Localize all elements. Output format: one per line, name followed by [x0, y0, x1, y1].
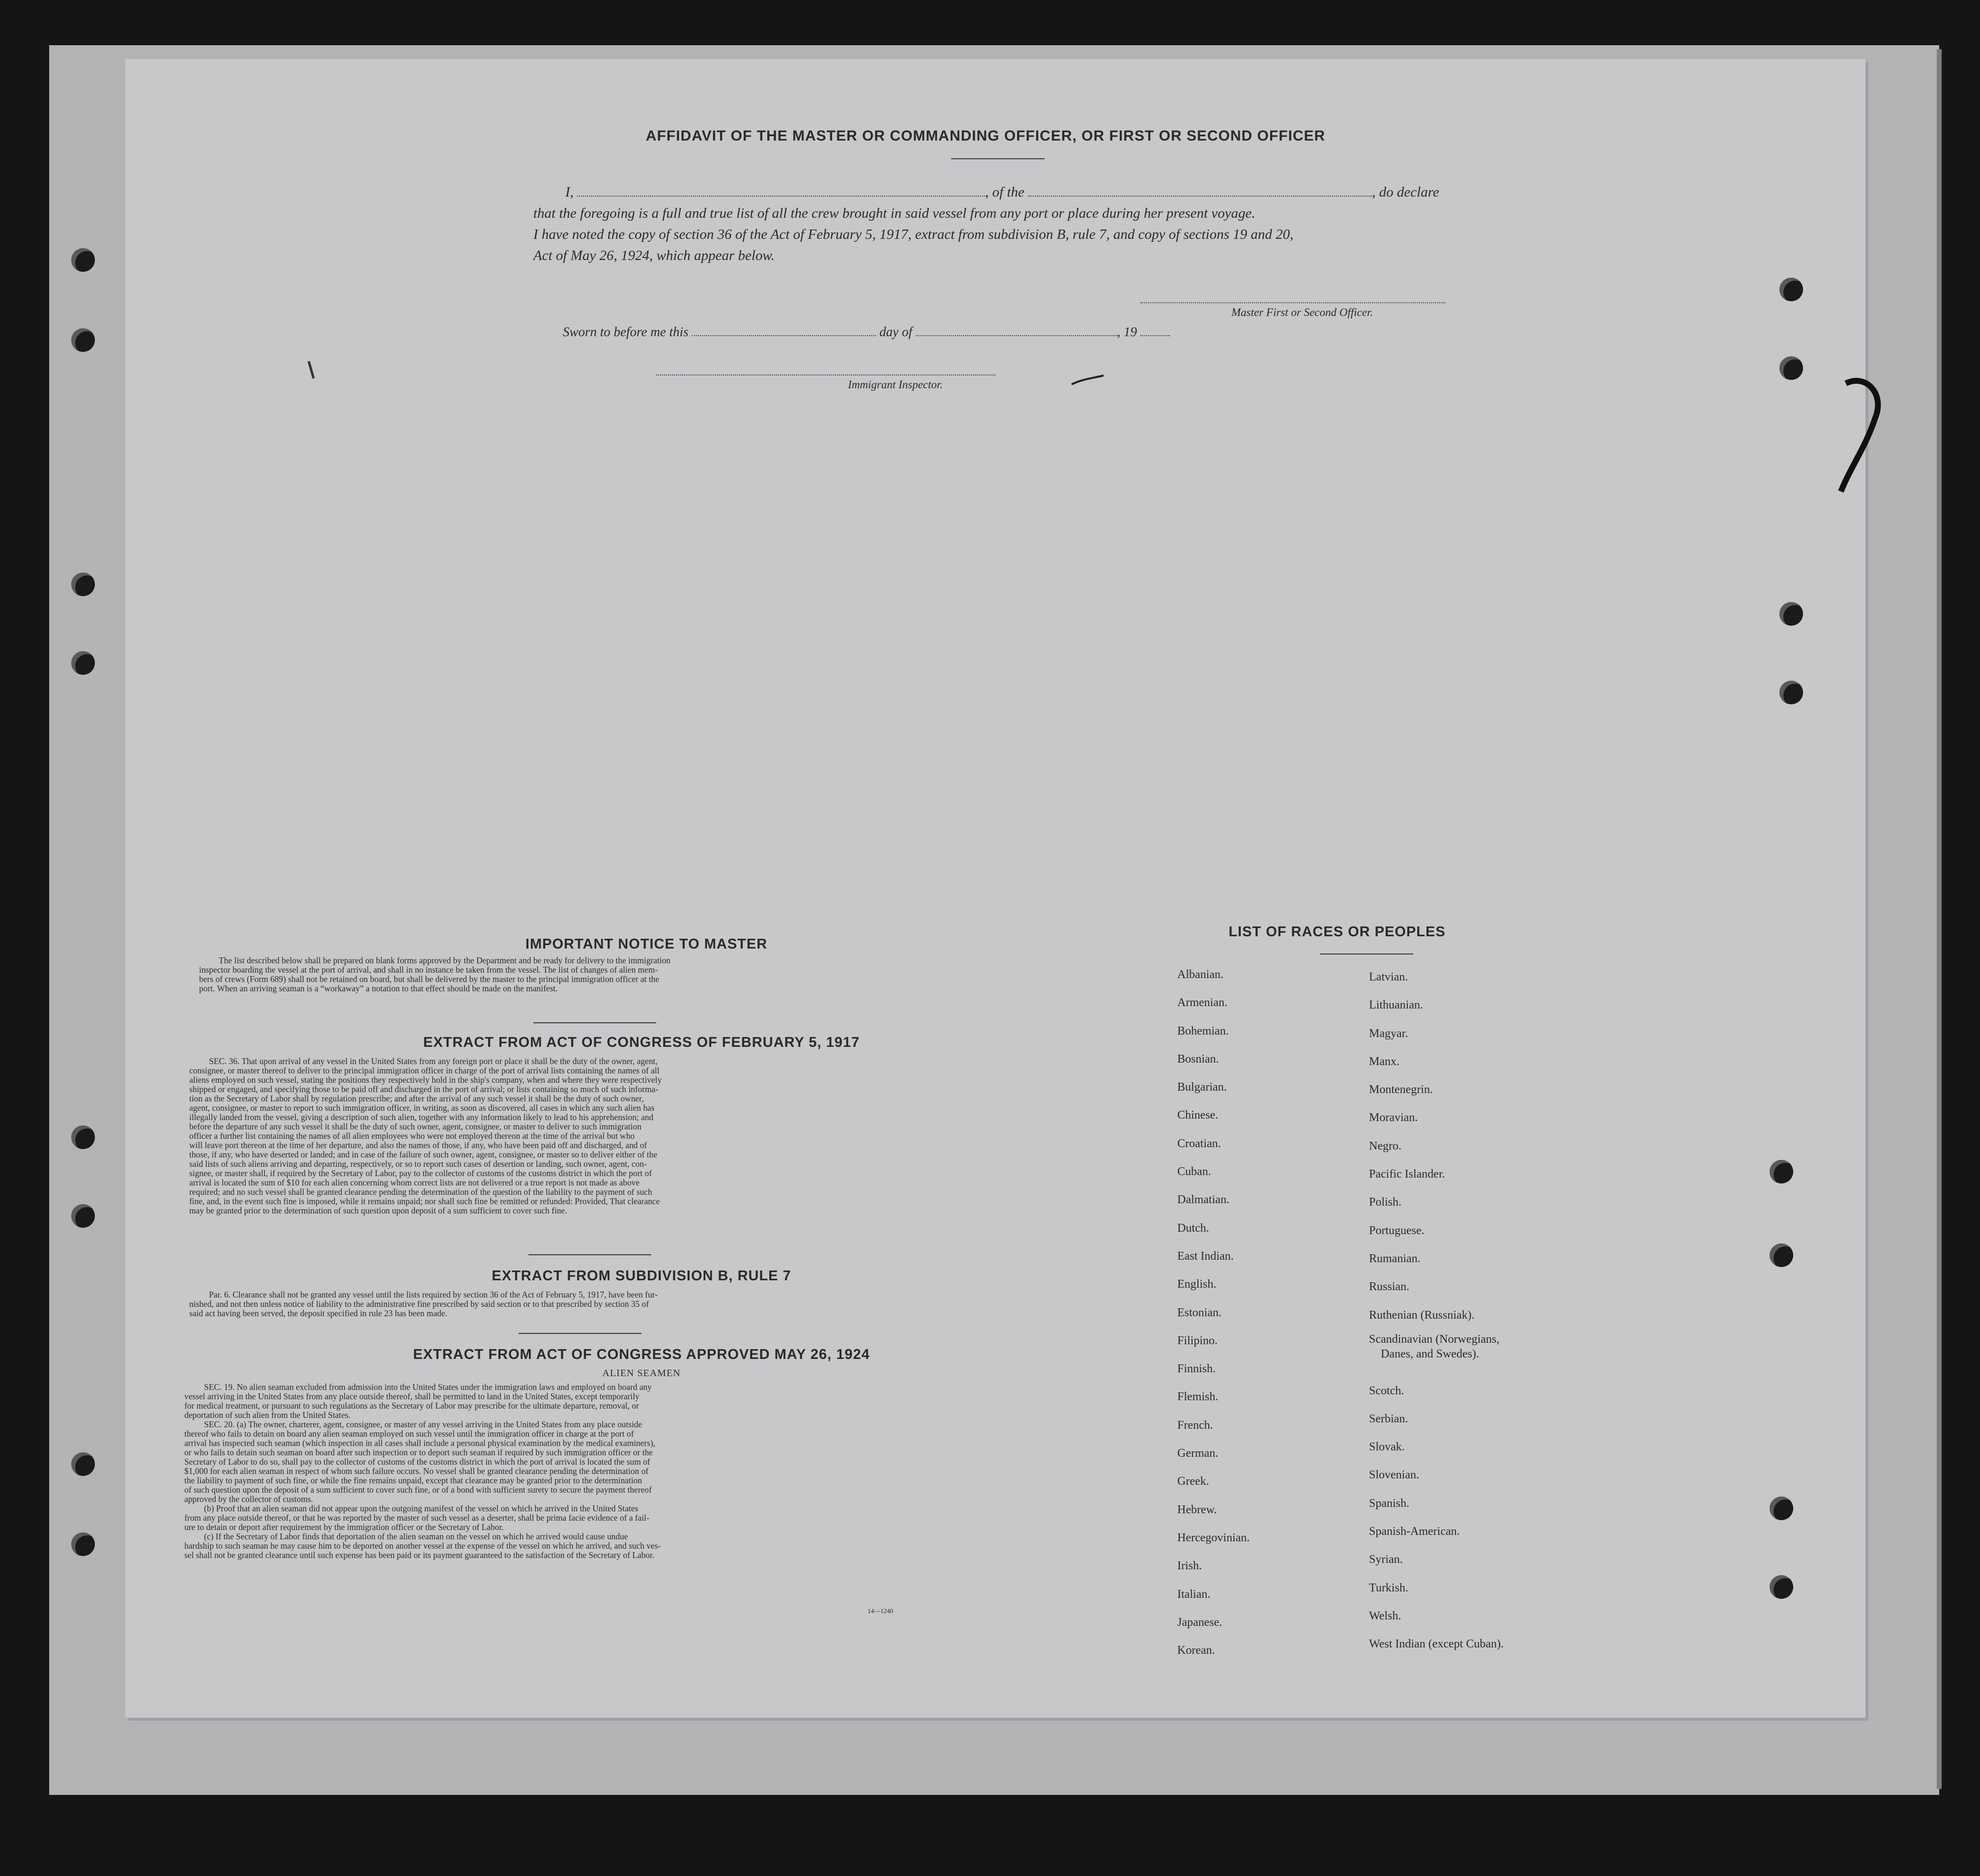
race-item: Latvian. [1369, 971, 1408, 983]
race-item: Bosnian. [1177, 1052, 1219, 1066]
extract-1917-line: officer a further list containing the names of all alien employees who were not employed thereon at the time of the arrival but who [189, 1131, 635, 1141]
extract-1917-text [189, 1057, 988, 1215]
race-item: East Indian. [1177, 1249, 1234, 1263]
notice-title: IMPORTANT NOTICE TO MASTER [525, 936, 768, 952]
punch-hole [1779, 681, 1803, 704]
punch-hole [71, 1452, 95, 1476]
extract-1924-line: vessel arriving in the United States from any place outside thereof, shall be permitted to land in the United States, except temporarily [184, 1391, 640, 1401]
race-item: Filipino. [1177, 1334, 1218, 1347]
race-item: Syrian. [1369, 1553, 1403, 1566]
sworn-day-blank [692, 324, 876, 336]
sworn-year-blank [1140, 324, 1170, 336]
extract-1924-title: EXTRACT FROM ACT OF CONGRESS APPROVED MAY 26, 1924 [413, 1347, 870, 1362]
extract-1924-line: thereof who fails to detain on board any alien seaman employed on such vessel until the immigration officer in charge at the port of [184, 1429, 634, 1439]
affidavit-i: I, [565, 184, 574, 200]
extract-1924-line: arrival has inspected such seaman (which inspection in all cases shall include a personal physical examination by the medical examiners), [184, 1438, 656, 1448]
race-item: Spanish. [1369, 1497, 1410, 1510]
race-item: Slovak. [1369, 1441, 1405, 1454]
race-item: Russian. [1369, 1280, 1410, 1294]
extract-1924-line: deportation of such alien from the United States. [184, 1410, 351, 1420]
extract-1924-line: SEC. 19. No alien seaman excluded from admission into the United States under the immigration laws and employed on board any [204, 1382, 652, 1392]
race-item: Greek. [1177, 1475, 1209, 1488]
affidavit-of-the: , of the [985, 184, 1024, 200]
form-number: 14—1240 [868, 1607, 893, 1615]
extract-1924-line: (b) Proof that an alien seaman did not appear upon the outgoing manifest of the vessel on which he arrived in the United States [204, 1503, 639, 1513]
punch-hole [1770, 1243, 1793, 1267]
pencil-mark [1069, 374, 1108, 388]
race-item: Chinese. [1177, 1109, 1219, 1122]
race-item: Portuguese. [1369, 1224, 1425, 1237]
punch-hole [71, 328, 95, 352]
affidavit-line-3: I have noted the copy of section 36 of the Act of February 5, 1917, extract from subdivision B, rule 7, and copy of sections 19 and 20, [533, 227, 1294, 242]
race-item: West Indian (except Cuban). [1369, 1638, 1504, 1651]
extract-1917-line: shipped or engaged, and specifying those to be paid off and discharged in the port of arrival; or lists containing so much of such informa- [189, 1084, 659, 1094]
extract-1924-line: or who fails to detain such seaman on board after such inspection or to deport such seaman if required by such immigration officer or the [184, 1447, 653, 1457]
affidavit-line-4: Act of May 26, 1924, which appear below. [533, 248, 775, 263]
extract-1924-line: Secretary of Labor to do so, shall pay to the collector of customs of the customs district in which the port of arrival is located the sum of [184, 1457, 650, 1467]
race-item: Finnish. [1177, 1362, 1216, 1376]
race-item: Negro. [1369, 1139, 1401, 1153]
vessel-blank [1028, 185, 1372, 197]
section-rule [519, 1333, 641, 1334]
extract-1917-line: those, if any, who have deserted or landed; and in case of the failure of such owner, agent, consignee, or master so to deliver either of the [189, 1150, 657, 1159]
section-rule [533, 1022, 656, 1023]
race-item: Bohemian. [1177, 1024, 1229, 1038]
extract-1917-line: aliens employed on such vessel, stating the positions they respectively hold in the ship's company, when and where they were respectively [189, 1075, 662, 1085]
race-item: Hercegovinian. [1177, 1531, 1250, 1544]
race-item: Serbian. [1369, 1412, 1408, 1425]
extract-1917-line: agent, consignee, or master to report to such immigration officer, in writing, as soon as discovered, all cases in which any such alien has [189, 1103, 655, 1113]
extract-1917-line: consignee, or master thereof to deliver to the principal immigration officer in charge of the port of arrival lists containing the names of all [189, 1066, 660, 1075]
race-item: Italian. [1177, 1587, 1211, 1601]
name-blank [577, 185, 985, 197]
notice-line: inspector boarding the vessel at the port of arrival, and shall in no instance be taken from the vessel. The list of changes of alien mem- [199, 965, 658, 975]
race-item: Korean. [1177, 1644, 1215, 1657]
race-item: Ruthenian (Russniak). [1369, 1308, 1475, 1322]
extract-1917-line: required; and no such vessel shall be granted clearance pending the determination of the question of the liability to the payment of such [189, 1187, 652, 1197]
sworn-prefix: Sworn to before me this [563, 324, 689, 339]
race-item: Polish. [1369, 1196, 1402, 1209]
extract-1924-line: hardship to such seaman he may cause him to be deported on another vessel at the expense of the vessel on which he arrived, and such ves- [184, 1541, 661, 1551]
notice-line: The list described below shall be prepared on blank forms approved by the Department and be ready for delivery to the immigration [219, 955, 670, 965]
race-item: Lithuanian. [1369, 999, 1423, 1012]
affidavit-title: AFFIDAVIT OF THE MASTER OR COMMANDING OFFICER, OR FIRST OR SECOND OFFICER [645, 128, 1326, 144]
extract-1917-line: SEC. 36. That upon arrival of any vessel in the United States from any foreign port or place it shall be the duty of the owner, agent, [209, 1056, 658, 1066]
punch-hole [71, 651, 95, 675]
extract-1924-line: (c) If the Secretary of Labor finds that deportation of the alien seaman on the vessel on which he arrived would cause undue [204, 1531, 628, 1541]
race-item: Moravian. [1369, 1111, 1418, 1125]
extract-1917-line: will leave port thereon at the time of her departure, and also the names of those, if any, who have been paid off and discharged, and of [189, 1140, 647, 1150]
affidavit-line-2: that the foregoing is a full and true list of all the crew brought in said vessel from any port or place during her present voyage. [533, 205, 1255, 221]
race-item: Manx. [1369, 1055, 1399, 1068]
extract-1924-line: sel shall not be granted clearance until such expense has been paid or its payment guaranteed to the satisfaction of the Secretary of Labor. [184, 1550, 655, 1560]
subdivision-b-title: EXTRACT FROM SUBDIVISION B, RULE 7 [492, 1268, 791, 1284]
race-item: Flemish. [1177, 1390, 1219, 1404]
sworn-month-blank [916, 324, 1117, 336]
sworn-day-of: day of [879, 324, 912, 339]
punch-hole [71, 1532, 95, 1556]
race-item: German. [1177, 1447, 1219, 1460]
extract-1917-line: before the departure of any such vessel it shall be the duty of such owner, agent, consignee, or master to deliver to such immigration [189, 1122, 641, 1131]
notice-line: bers of crews (Form 689) shall not be retained on board, but shall be delivered by the master to the principal immigration officer at the [199, 974, 660, 984]
race-item: Bulgarian. [1177, 1081, 1227, 1094]
race-item: Welsh. [1369, 1609, 1401, 1622]
master-signature-line [1140, 302, 1445, 303]
handwritten-mark [1831, 374, 1890, 501]
race-item: French. [1177, 1418, 1213, 1432]
sworn-year: , 19 [1117, 324, 1137, 339]
affidavit-declare: , do declare [1372, 184, 1439, 200]
race-item: Dutch. [1177, 1221, 1209, 1235]
extract-1917-line: fine, and, in the event such fine is imposed, while it remains unpaid; nor shall such fine be remitted or refunded: Provided, That clearance [189, 1196, 660, 1206]
punch-hole [1779, 356, 1803, 380]
affidavit-line-1 [565, 184, 1439, 201]
race-item: Armenian. [1177, 996, 1227, 1010]
pencil-mark [305, 359, 320, 383]
races-left-column [1177, 961, 1250, 1665]
race-item: Rumanian. [1369, 1252, 1421, 1265]
notice-line: port. When an arriving seaman is a “workaway” a notation to that effect should be made on the manifest. [199, 983, 558, 993]
extract-1924-line: the liability to payment of such fine, or while the fine remains unpaid, except that clearance may be granted prior to the determination [184, 1475, 642, 1485]
extract-1924-line: approved by the collector of customs. [184, 1494, 313, 1504]
subdivision-b-text [189, 1290, 988, 1318]
sheet-edge [1937, 49, 1942, 1789]
extract-1924-line: from any place outside thereof, or that he was reported by the master of such vessel as a deserter, shall be prima facie evidence of a fail- [184, 1513, 649, 1523]
race-item: Scotch. [1369, 1384, 1404, 1397]
race-item: Dalmatian. [1177, 1193, 1229, 1207]
notice-text [199, 956, 986, 993]
extract-1924-line: ure to detain or deport after requirement by the immigration officer or the Secretary of Labor. [184, 1522, 504, 1532]
subdivision-b-line: nished, and not then unless notice of liability to the administrative fine prescribed by said section or to that prescribed by section 35 of [189, 1299, 649, 1309]
race-item: Spanish-American. [1369, 1525, 1460, 1538]
extract-1924-subtitle: ALIEN SEAMEN [602, 1368, 681, 1379]
extract-1924-line: $1,000 for each alien seaman in respect of whom such failure occurs. No vessel shall be granted clearance pending the determination of [184, 1466, 649, 1476]
punch-hole [1779, 602, 1803, 626]
extract-1924-line: SEC. 20. (a) The owner, charterer, agent, consignee, or master of any vessel arriving in the United States from any place outside [204, 1419, 642, 1429]
race-item: Danes, and Swedes). [1381, 1347, 1479, 1360]
punch-hole [71, 248, 95, 272]
punch-hole [1770, 1575, 1793, 1599]
extract-1917-line: illegally landed from the vessel, giving a description of such alien, together with any information likely to lead to his apprehension; and [189, 1112, 654, 1122]
title-rule [951, 158, 1045, 159]
sworn-line [563, 324, 1170, 340]
punch-hole [71, 1204, 95, 1228]
affidavit-sheet [125, 59, 1865, 1718]
punch-hole [1770, 1160, 1793, 1183]
race-item: Turkish. [1369, 1581, 1408, 1594]
race-item: Slovenian. [1369, 1469, 1419, 1482]
race-item: Magyar. [1369, 1027, 1408, 1040]
extract-1917-line: signee, or master shall, if required by the Secretary of Labor, pay to the collector of customs of the customs district in which the port of [189, 1168, 652, 1178]
extract-1917-line: arrival is located the sum of $10 for each alien concerning whom correct lists are not delivered or a true report is not made as above [189, 1178, 640, 1187]
race-item: Croatian. [1177, 1137, 1221, 1150]
race-item: Hebrew. [1177, 1503, 1217, 1516]
race-item: English. [1177, 1278, 1217, 1291]
extract-1924-line: for medical treatment, or pursuant to such regulations as the Secretary of Labor may prescribe for the ultimate departure, removal, or [184, 1401, 639, 1411]
race-item: Scandinavian (Norwegians, [1369, 1332, 1500, 1346]
extract-1924-line: of such question upon the deposit of a sum sufficient to cover such fine, or of a bond with sufficient surety to secure the payment thereof [184, 1485, 652, 1495]
races-right-column [1369, 963, 1504, 1659]
punch-hole [1770, 1497, 1793, 1520]
section-rule [528, 1254, 651, 1255]
punch-hole [1779, 278, 1803, 301]
extract-1917-title: EXTRACT FROM ACT OF CONGRESS OF FEBRUARY 5, 1917 [423, 1035, 860, 1050]
section-rule [1320, 953, 1413, 954]
races-title: LIST OF RACES OR PEOPLES [1228, 924, 1446, 940]
inspector-caption: Immigrant Inspector. [848, 378, 943, 391]
master-caption: Master First or Second Officer. [1231, 306, 1373, 318]
extract-1917-line: said lists of such aliens arriving and departing, respectively, or so to report such cases of desertion or landing, such owner, agent, con- [189, 1159, 647, 1169]
punch-hole [71, 573, 95, 596]
race-item: Japanese. [1177, 1616, 1223, 1629]
race-item: Cuban. [1177, 1165, 1211, 1179]
extract-1924-text [184, 1383, 990, 1560]
race-item: Irish. [1177, 1559, 1202, 1573]
subdivision-b-line: said act having been served, the deposit specified in rule 23 has been made. [189, 1308, 447, 1318]
race-item: Estonian. [1177, 1306, 1222, 1319]
race-item: Pacific Islander. [1369, 1168, 1445, 1181]
race-item: Albanian. [1177, 968, 1223, 981]
subdivision-b-line: Par. 6. Clearance shall not be granted any vessel until the lists required by section 36 of the Act of February 5, 1917, have been fur- [209, 1290, 658, 1299]
punch-hole [71, 1126, 95, 1149]
race-item: Montenegrin. [1369, 1083, 1433, 1097]
extract-1917-line: may be granted prior to the determination of such question upon deposit of a sum sufficient to cover such fine. [189, 1206, 567, 1215]
extract-1917-line: tion as the Secretary of Labor shall by regulation prescribe; and after the arrival of any such vessel it shall be the duty of such owner, [189, 1094, 644, 1103]
